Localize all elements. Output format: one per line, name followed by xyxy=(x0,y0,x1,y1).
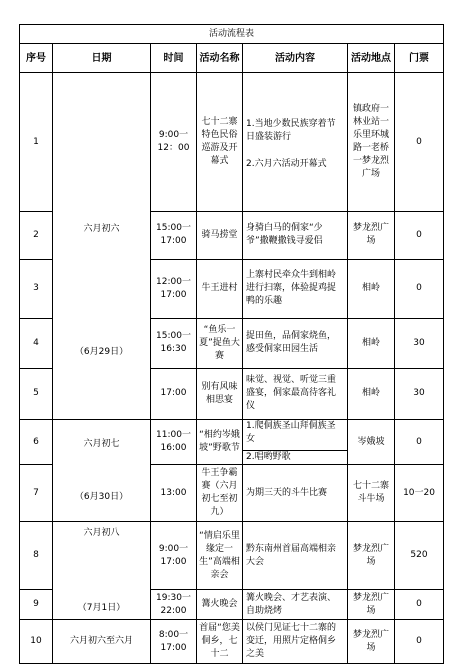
date-lunar: 六月初七 xyxy=(83,438,120,449)
row-activity-name: 牛王进村 xyxy=(197,259,243,318)
header-time: 时间 xyxy=(151,44,197,73)
content-line: 1.当地少数民族穿着节日盛装游行 xyxy=(246,118,336,142)
row-activity-name: “鱼乐一夏”捉鱼大赛 xyxy=(197,318,243,368)
row-activity-content: 上寨村民牵众牛到相岭进行扫寨，体验捉鸡捉鸭的乐趣 xyxy=(243,259,348,318)
row-number: 3 xyxy=(20,259,53,318)
row-activity-content xyxy=(243,420,348,465)
row-number: 9 xyxy=(20,590,53,620)
row-place: 相岭 xyxy=(348,259,395,318)
row-ticket: 0 xyxy=(395,212,444,260)
row-number: 5 xyxy=(20,368,53,419)
date-cell-june-30 xyxy=(53,420,151,522)
row-activity-content: 味觉、视觉、听觉三重盛宴，侗家最高待客礼仪 xyxy=(243,368,348,419)
row-number: 6 xyxy=(20,420,53,465)
row-activity-content: 身骑白马的侗家“少爷”撒鞭撒钱寻爱侣 xyxy=(243,212,348,260)
row-activity-content: 黔东南州首届高端相亲大会 xyxy=(243,522,348,590)
row-time: 15:00一16:30 xyxy=(151,318,197,368)
row-number: 1 xyxy=(20,73,53,212)
row-place: 相岭 xyxy=(348,368,395,419)
table-row xyxy=(20,73,444,212)
row-ticket: 0 xyxy=(395,73,444,212)
row-number: 4 xyxy=(20,318,53,368)
row-place: 梦龙烈广场 xyxy=(348,212,395,260)
row-place: 梦龙烈广场 xyxy=(348,522,395,590)
row-activity-name: “相约岑娥坡”野歌节 xyxy=(197,420,243,465)
row-time: 13:00 xyxy=(151,465,197,522)
row-activity-name: 别有风味相思宴 xyxy=(197,368,243,419)
row-place: 镇政府一林业站一乐里环城路一老桥一梦龙烈广场 xyxy=(348,73,395,212)
row-time: 9:00一17:00 xyxy=(151,522,197,590)
row-activity-content: 为期三天的斗牛比赛 xyxy=(243,465,348,522)
date-cell-july-1 xyxy=(53,522,151,620)
header-row xyxy=(20,44,444,73)
activity-schedule-table xyxy=(19,24,444,664)
date-cell-june-6-onward: 六月初六至六月 xyxy=(53,620,151,664)
date-lunar: 六月初八 xyxy=(83,527,120,538)
row-time: 12:00一17:00 xyxy=(151,259,197,318)
date-solar: （6月30日） xyxy=(74,491,129,502)
row-activity-content: 篝火晚会、才艺表演、自助烧烤 xyxy=(243,590,348,620)
row-activity-content: 以侯门见证七十二寨的变迁，用照片定格侗乡之美 xyxy=(243,620,348,664)
date-solar: （6月29日） xyxy=(74,347,129,357)
row-ticket: 0 xyxy=(395,259,444,318)
content-line: 2.六月六活动开幕式 xyxy=(246,158,327,169)
row-time: 19:30一22:00 xyxy=(151,590,197,620)
row-ticket: 520 xyxy=(395,522,444,590)
row-place: 梦龙烈广场 xyxy=(348,620,395,664)
row-ticket: 0 xyxy=(395,420,444,465)
header-date: 日期 xyxy=(53,44,151,73)
row-number: 10 xyxy=(20,620,53,664)
row-ticket: 0 xyxy=(395,590,444,620)
row-number: 7 xyxy=(20,465,53,522)
table-row xyxy=(20,620,444,664)
row-time: 17:00 xyxy=(151,368,197,419)
row-place: 岑娥坡 xyxy=(348,420,395,465)
row-place: 梦龙烈广场 xyxy=(348,590,395,620)
row-time: 8:00一17:00 xyxy=(151,620,197,664)
row-activity-name: 牛王争霸赛（六月初七至初九） xyxy=(197,465,243,522)
row-place: 相岭 xyxy=(348,318,395,368)
row-activity-name: 篝火晚会 xyxy=(197,590,243,620)
date-cell-june-29 xyxy=(53,73,151,420)
header-place: 活动地点 xyxy=(348,44,395,73)
row-number: 8 xyxy=(20,522,53,590)
row-activity-name: 骑马捞堂 xyxy=(197,212,243,260)
date-solar: （7月1日） xyxy=(77,602,126,613)
content-line: 2.唱哟野歌 xyxy=(243,450,347,464)
row-ticket: 10一20 xyxy=(395,465,444,522)
row-activity-name: 七十二寨特色民俗巡游及开幕式 xyxy=(197,73,243,212)
row-activity-content xyxy=(243,73,348,212)
row-activity-name: 首届“您美侗乡，七十二 xyxy=(197,620,243,664)
table-row xyxy=(20,420,444,465)
content-line: 1.爬侗族圣山拜侗族圣女 xyxy=(246,421,336,444)
row-place: 七十二寨斗牛场 xyxy=(348,465,395,522)
row-ticket: 30 xyxy=(395,368,444,419)
row-number: 2 xyxy=(20,212,53,260)
header-ticket: 门票 xyxy=(395,44,444,73)
header-activity-name: 活动名称 xyxy=(197,44,243,73)
row-time: 15:00一17:00 xyxy=(151,212,197,260)
row-ticket: 30 xyxy=(395,318,444,368)
row-time: 9:00一12：00 xyxy=(151,73,197,212)
date-lunar: 六月初六 xyxy=(83,224,120,234)
table-row xyxy=(20,522,444,590)
header-number: 序号 xyxy=(20,44,53,73)
row-time: 11:00一16:00 xyxy=(151,420,197,465)
row-activity-content: 捉田鱼，品侗家烧鱼，感受侗家田园生活 xyxy=(243,318,348,368)
row-ticket: 0 xyxy=(395,620,444,664)
table-title: 活动流程表 xyxy=(20,25,444,44)
row-activity-name: “情启乐里缘定一生”高端相亲会 xyxy=(197,522,243,590)
header-activity-content: 活动内容 xyxy=(243,44,348,73)
